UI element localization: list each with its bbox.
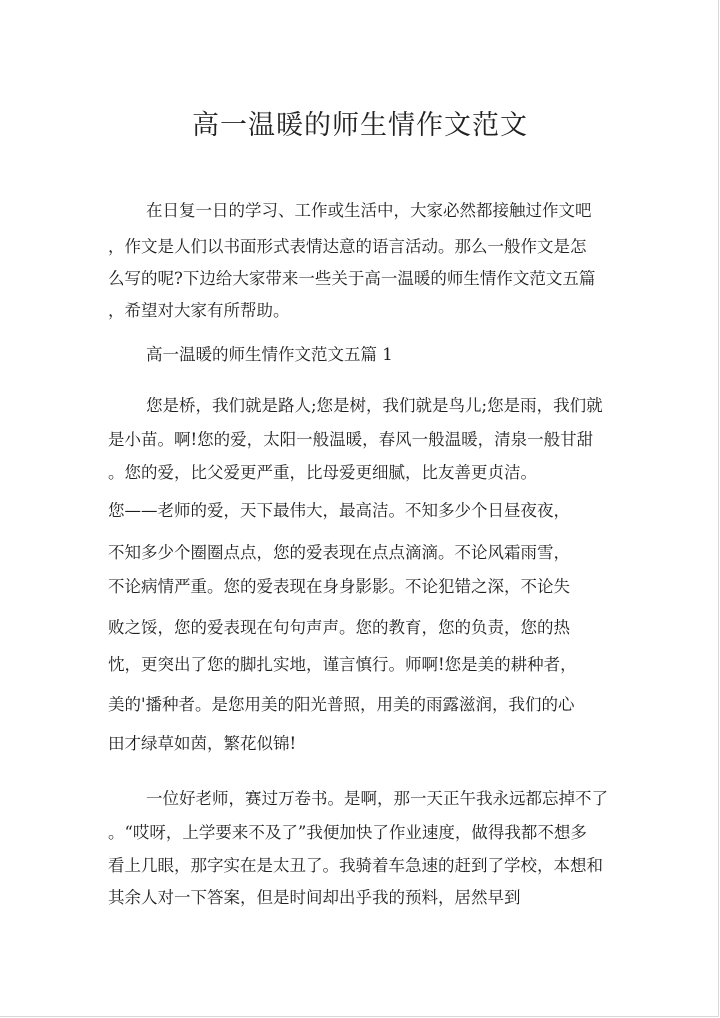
para3-line-2: 。“哎呀，上学要来不及了”我便加快了作业速度，做得我都不想多 <box>108 823 587 842</box>
section-subheading: 高一温暖的师生情作文范文五篇 1 <box>146 345 393 364</box>
para2-line-6: 美的'播种者。是您用美的阳光普照，用美的雨露滋润，我们的心 <box>108 695 575 714</box>
para2-line-5: 忱，更突出了您的脚扎实地，谨言慎行。师啊!您是美的耕种者， <box>108 655 577 674</box>
document-title: 高一温暖的师生情作文范文 <box>192 110 528 141</box>
para1-line-1: 您是桥，我们就是路人;您是树，我们就是鸟儿;您是雨，我们就 <box>146 396 603 415</box>
intro-line-4: ，希望对大家有所帮助。 <box>108 301 290 320</box>
para1-line-3: 。您的爱，比父爱更严重，比母爱更细腻，比友善更贞洁。 <box>108 463 537 482</box>
intro-line-2: ，作文是人们以书面形式表情达意的语言活动。那么一般作文是怎 <box>108 237 587 256</box>
intro-line-3: 么写的呢?下边给大家带来一些关于高一温暖的师生情作文范文五篇 <box>108 269 596 288</box>
intro-line-1: 在日复一日的学习、工作或生活中，大家必然都接触过作文吧 <box>146 201 592 220</box>
para2-line-4: 败之馁，您的爱表现在句句声声。您的教育，您的负责，您的热 <box>108 618 570 637</box>
para3-line-1: 一位好老师，赛过万卷书。是啊，那一天正午我永远都忘掉不了 <box>146 789 608 808</box>
para1-line-2: 是小苗。啊!您的爱，太阳一般温暖，春风一般温暖，清泉一般甘甜 <box>108 430 594 449</box>
para2-line-3: 不论病情严重。您的爱表现在身身影影。不论犯错之深，不论失 <box>108 577 570 596</box>
para2-line-7: 田才绿草如茵，繁花似锦! <box>108 734 297 753</box>
para2-line-2: 不知多少个圈圈点点，您的爱表现在点点滴滴。不论风霜雨雪， <box>108 543 570 562</box>
para3-line-4: 其余人对一下答案，但是时间却出乎我的预料，居然早到 <box>108 888 521 907</box>
para3-line-3: 看上几眼，那字实在是太丑了。我骑着车急速的赶到了学校，本想和 <box>108 856 603 875</box>
para2-line-1: 您——老师的爱，天下最伟大，最高洁。不知多少个日昼夜夜， <box>108 501 570 520</box>
